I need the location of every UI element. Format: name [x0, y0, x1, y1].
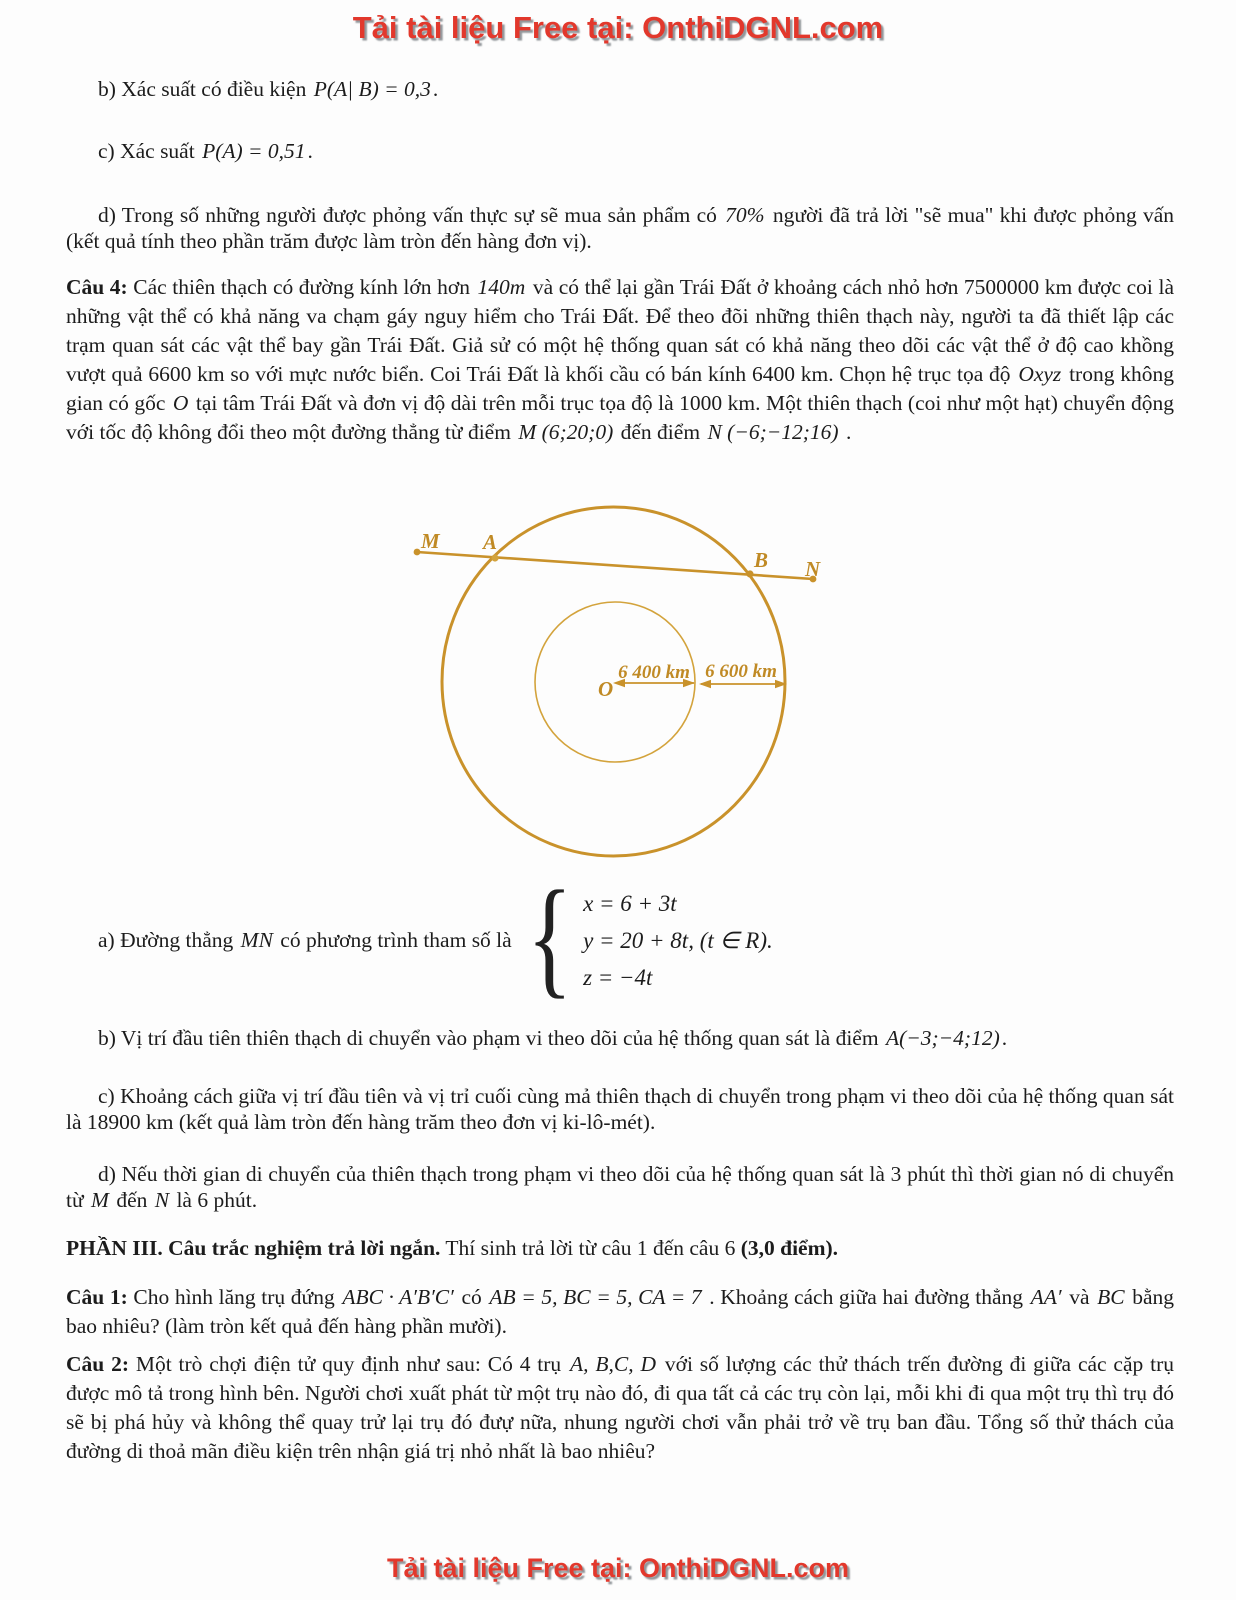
label-B: B	[754, 548, 769, 572]
statement-d-time: d) Nếu thời gian di chuyển của thiên thạch trong phạm vi theo dõi của hệ thống quan sát là 3 phút thì thời gian nó di chuyển từ M đến N là 6 phút.	[66, 1162, 1174, 1212]
label-M: M	[421, 529, 440, 553]
equation-z: z = −4t	[583, 964, 653, 990]
bottom-banner: Tải tài liệu Free tại: OnthiDGNL.com	[386, 1553, 850, 1583]
statement-a-parametric	[98, 863, 773, 1010]
equation-column	[583, 885, 773, 996]
label-A: A	[483, 530, 498, 554]
top-banner: Tải tài liệu Free tại: OnthiDGNL.com	[352, 10, 884, 45]
system-brace: {	[526, 863, 573, 1010]
equation-y: y = 20 + 8t, (t ∈ R).	[583, 927, 773, 953]
statement-a-lead: a) Đường thẳng MN có phương trình tham số là	[98, 927, 512, 952]
question-4-text: Câu 4: Các thiên thạch có đường kính lớn hơn 140m và có thể lại gần Trái Đất ở khoảng cách nhỏ hơn 7500000 km được coi là những vật thể có khả năng va chạm gáy nguy hiểm cho Trái Đất. Để theo đõi những thiên thạch này, người ta đã thiết lập các trạm quan sát các vật thể bay gần Trái Đất. Giả sử có một hệ thống quan sát có khả năng theo dõi các vật thể ở độ cao khồng vượt quả 6600 km so với mực nước biển. Coi Trái Đất là khối cầu có bán kính 6400 km. Chọn hệ trục tọa độ Oxyz trong không gian có gốc O tại tâm Trái Đất và đơn vị độ dài trên mỗi trục tọa độ là 1000 km. Một thiên thạch (coi như một hạt) chuyển động với tốc độ không đổi theo một đường thẳng từ điểm M (6;20;0) đến điểm N (−6;−12;16) .	[66, 275, 1174, 444]
statement-prob-c: c) Xác suất P(A) = 0,51.	[98, 139, 313, 163]
statement-prob-d: d) Trong số những người được phỏng vấn thực sự sẽ mua sản phẩm có 70% người đã trả lời "sẽ mua" khi được phỏng vấn (kết quả tính theo phần trăm được làm tròn đến hàng đơn vị).	[66, 203, 1175, 253]
earth-observation-diagram	[405, 500, 830, 862]
label-O: O	[598, 677, 614, 701]
section-phan-3-heading: PHẦN III. Câu trắc nghiệm trả lời ngắn. Thí sinh trả lời từ câu 1 đến câu 6 (3,0 điểm).	[66, 1236, 839, 1260]
question-2-text: Câu 2: Một trò chợi điện tử quy định như sau: Có 4 trụ A, B,C, D với số lượng các thử thách trến đường đi giữa các cặp trụ được mô tả trong hình bên. Người chơi xuất phát từ một trụ nào đó, đi qua tất cả các trụ còn lại, mỗi khi đi qua một trụ thì trụ đó sẽ bị phá hủy và không thể quay trử lại trụ đó đưự nữa, nhung người chơi vẫn phải trở về trụ ban đầu. Tổng số thử thách của đường di thoả mãn điều kiện trên nhận giá trị nhỏ nhất là bao nhiêu?	[66, 1352, 1174, 1463]
statement-prob-b: b) Xác suất có điều kiện P(A| B) = 0,3.	[98, 77, 439, 101]
statement-c-distance: c) Khoảng cách giữa vị trí đầu tiên và vị trỉ cuối cùng mả thiên thạch di chuyển trong phạm vi theo dõi của hệ thống quan sát là 18900 km (kết quả làm tròn đến hàng trăm theo đơn vị ki-lô-mét).	[66, 1084, 1174, 1134]
statement-b-position: b) Vị trí đầu tiên thiên thạch di chuyển vào phạm vi theo dõi của hệ thống quan sát là điểm A(−3;−4;12).	[98, 1026, 1008, 1050]
point-B-dot	[746, 570, 753, 577]
point-M-dot	[414, 549, 421, 556]
outer-radius-label: 6 600 km	[705, 661, 777, 682]
label-N: N	[805, 557, 821, 581]
question-1-text: Câu 1: Cho hình lăng trụ đứng ABC · A′B′C′ có AB = 5, BC = 5, CA = 7 . Khoảng cách giữa hai đường thẳng AA′ và BC bằng bao nhiêu? (làm tròn kết quả đến hàng phần mười).	[66, 1285, 1175, 1338]
inner-radius-label: 6 400 km	[618, 662, 690, 683]
point-A-dot	[491, 554, 498, 561]
equation-x: x = 6 + 3t	[583, 890, 677, 916]
